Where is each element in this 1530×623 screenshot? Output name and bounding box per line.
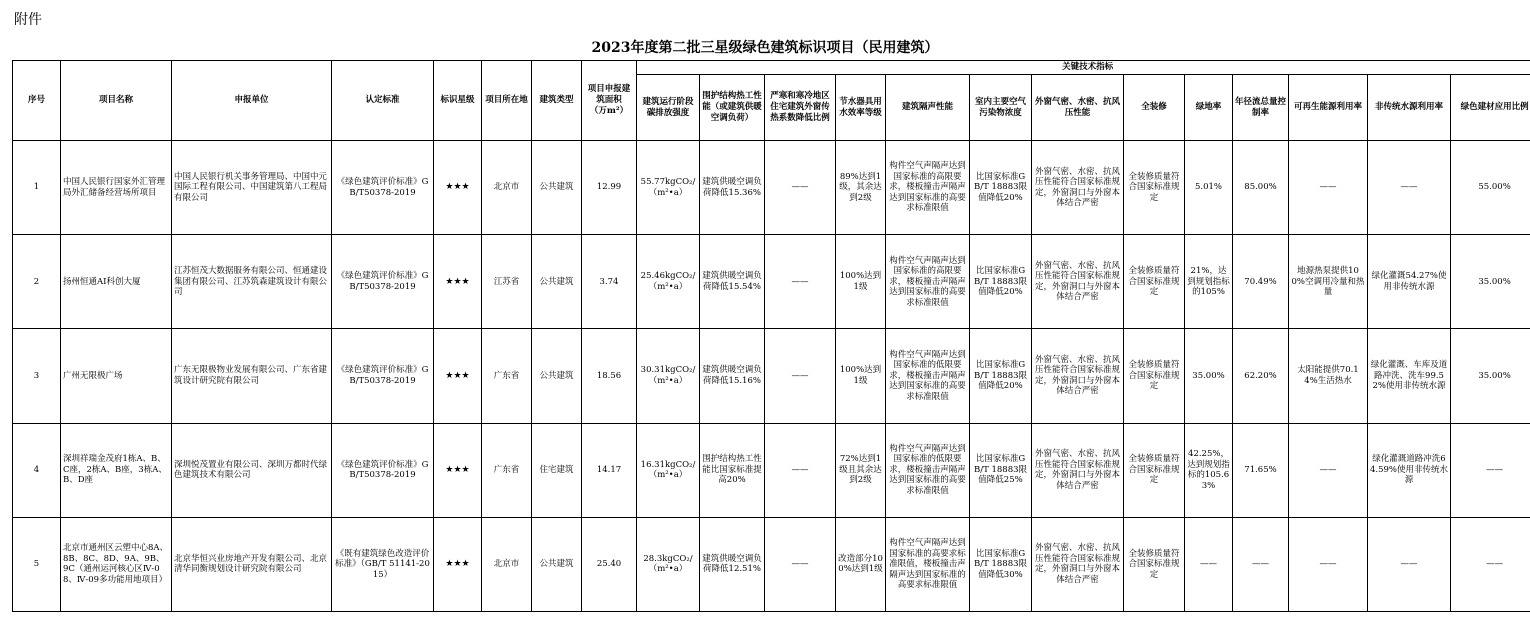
cell-stars: ★★★	[434, 141, 482, 235]
cell-applicant: 深圳悦茂置业有限公司、深圳万都时代绿色建筑技术有限公司	[172, 423, 332, 517]
cell-project-name: 中国人民银行国家外汇管理局外汇储备经营场所项目	[61, 141, 172, 235]
cell-acoustic: 构件空气声隔声达到国家标准的高限要求，楼板撞击声隔声达到国家标准的高要求标准限值	[886, 235, 970, 329]
cell-location: 广东省	[482, 423, 532, 517]
header-star-level: 标识星级	[434, 61, 482, 141]
header-area-unit: （万m²）	[589, 106, 629, 116]
cell-window-perf: 外窗气密、水密、抗风压性能符合国家标准规定，外窗洞口与外窗本体结合严密	[1032, 423, 1124, 517]
cell-full-decor: 全装修质量符合国家标准规定	[1124, 423, 1185, 517]
cell-green-material: 55.00%	[1451, 141, 1530, 235]
header-acoustic: 建筑隔声性能	[886, 75, 970, 141]
cell-stars: ★★★	[434, 423, 482, 517]
table-row	[13, 423, 1530, 517]
table-row	[13, 329, 1530, 423]
cell-project-name: 广州无限极广场	[61, 329, 172, 423]
header-location: 项目所在地	[482, 61, 532, 141]
header-nontraditional-water: 非传统水源利用率	[1368, 75, 1451, 141]
cell-seq: 2	[13, 235, 61, 329]
cell-applicant: 中国人民银行机关事务管理局、中国中元国际工程有限公司、中国建筑第八工程局有限公司	[172, 141, 332, 235]
cell-full-decor: 全装修质量符合国家标准规定	[1124, 517, 1185, 611]
cell-window-perf: 外窗气密、水密、抗风压性能符合国家标准规定，外窗洞口与外窗本体结合严密	[1032, 329, 1124, 423]
cell-window-perf: 外窗气密、水密、抗风压性能符合国家标准规定，外窗洞口与外窗本体结合严密	[1032, 141, 1124, 235]
cell-carbon: 25.46kgCO₂/（m²•a）	[637, 235, 700, 329]
header-standard: 认定标准	[332, 61, 434, 141]
cell-nontraditional-water: 绿化灌溉、车库及道路冲洗、洗车99.52%使用非传统水源	[1368, 329, 1451, 423]
header-seq: 序号	[13, 61, 61, 141]
cell-water-appliance: 改造部分100%达到1级	[836, 517, 886, 611]
cell-seq: 1	[13, 141, 61, 235]
header-water-appliance: 节水器具用水效率等级	[836, 75, 886, 141]
cell-applicant: 广东无限极物业发展有限公司、广东省建筑设计研究院有限公司	[172, 329, 332, 423]
cell-water-appliance: 72%达到1级且其余达到2级	[836, 423, 886, 517]
cell-cold-window: ——	[765, 517, 836, 611]
table-row	[13, 141, 1530, 235]
cell-acoustic: 构件空气声隔声达到国家标准的高限要求，楼板撞击声隔声达到国家标准的高要求标准限值	[886, 141, 970, 235]
cell-green-ratio: 42.25%，达到规划指标的105.63%	[1185, 423, 1233, 517]
cell-building-type: 住宅建筑	[532, 423, 582, 517]
cell-green-material: 35.00%	[1451, 329, 1530, 423]
cell-runoff: 70.49%	[1233, 235, 1289, 329]
table-row	[13, 517, 1530, 611]
cell-area: 12.99	[582, 141, 637, 235]
cell-stars: ★★★	[434, 235, 482, 329]
cell-water-appliance: 89%达到1级，其余达到2级	[836, 141, 886, 235]
cell-green-material: ——	[1451, 517, 1530, 611]
cell-building-type: 公共建筑	[532, 235, 582, 329]
cell-standard: 《绿色建筑评价标准》GB/T50378-2019	[332, 141, 434, 235]
header-runoff: 年径流总量控制率	[1233, 75, 1289, 141]
cell-seq: 5	[13, 517, 61, 611]
cell-green-material: 35.00%	[1451, 235, 1530, 329]
cell-green-ratio: 21%，达到规划指标的105%	[1185, 235, 1233, 329]
cell-building-type: 公共建筑	[532, 329, 582, 423]
cell-acoustic: 构件空气声隔声达到国家标准的高要求标准限值，楼板撞击声隔声达到国家标准的高要求标准限值	[886, 517, 970, 611]
header-carbon: 建筑运行阶段碳排放强度	[637, 75, 700, 141]
cell-acoustic: 构件空气声隔声达到国家标准的低限要求，楼板撞击声隔声达到国家标准的高要求标准限值	[886, 423, 970, 517]
header-window-perf: 外窗气密、水密、抗风压性能	[1032, 75, 1124, 141]
cell-envelope: 建筑供暖空调负荷降低12.51%	[700, 517, 765, 611]
header-cold-window: 严寒和寒冷地区住宅建筑外窗传热系数降低比例	[765, 75, 836, 141]
cell-full-decor: 全装修质量符合国家标准规定	[1124, 329, 1185, 423]
cell-envelope: 围护结构热工性能比国家标准提高20%	[700, 423, 765, 517]
cell-project-name: 扬州恒通AI科创大厦	[61, 235, 172, 329]
header-area	[582, 61, 637, 141]
cell-indoor-air: 比国家标准GB/T 18883限值降低30%	[970, 517, 1032, 611]
cell-area: 3.74	[582, 235, 637, 329]
header-project-name: 项目名称	[61, 61, 172, 141]
cell-standard: 《绿色建筑评价标准》GB/T50378-2019	[332, 423, 434, 517]
cell-window-perf: 外窗气密、水密、抗风压性能符合国家标准规定，外窗洞口与外窗本体结合严密	[1032, 235, 1124, 329]
cell-runoff: 85.00%	[1233, 141, 1289, 235]
cell-location: 北京市	[482, 141, 532, 235]
cell-stars: ★★★	[434, 517, 482, 611]
cell-runoff: 71.65%	[1233, 423, 1289, 517]
cell-standard: 《绿色建筑评价标准》GB/T50378-2019	[332, 329, 434, 423]
document-title: 2023年度第二批三星级绿色建筑标识项目（民用建筑）	[591, 40, 939, 56]
cell-renewable: ——	[1289, 141, 1368, 235]
cell-nontraditional-water: ——	[1368, 141, 1451, 235]
cell-green-ratio: 35.00%	[1185, 329, 1233, 423]
cell-project-name: 北京市通州区云塑中心8A、8B、8C、8D、9A、9B、9C（通州运河核心区Ⅳ-08、Ⅳ-09多功能用地项目）	[61, 517, 172, 611]
cell-green-ratio: ——	[1185, 517, 1233, 611]
cell-acoustic: 构件空气声隔声达到国家标准的低限要求，楼板撞击声隔声达到国家标准的高要求标准限值	[886, 329, 970, 423]
cell-cold-window: ——	[765, 423, 836, 517]
cell-envelope: 建筑供暖空调负荷降低15.36%	[700, 141, 765, 235]
projects-table	[12, 60, 1530, 612]
header-green-material: 绿色建材应用比例	[1451, 75, 1530, 141]
cell-indoor-air: 比国家标准GB/T 18883限值降低20%	[970, 329, 1032, 423]
cell-standard: 《绿色建筑评价标准》GB/T50378-2019	[332, 235, 434, 329]
cell-envelope: 建筑供暖空调负荷降低15.16%	[700, 329, 765, 423]
cell-renewable: ——	[1289, 517, 1368, 611]
header-green-ratio: 绿地率	[1185, 75, 1233, 141]
cell-nontraditional-water: ——	[1368, 517, 1451, 611]
cell-applicant: 江苏恒茂大数据服务有限公司、恒通建设集团有限公司、江苏筑森建筑设计有限公司	[172, 235, 332, 329]
header-renewable: 可再生能源利用率	[1289, 75, 1368, 141]
header-key-indicators: 关键技术指标	[637, 61, 1530, 75]
header-building-type: 建筑类型	[532, 61, 582, 141]
cell-full-decor: 全装修质量符合国家标准规定	[1124, 235, 1185, 329]
cell-cold-window: ——	[765, 235, 836, 329]
header-applicant: 申报单位	[172, 61, 332, 141]
cell-location: 广东省	[482, 329, 532, 423]
cell-carbon: 28.3kgCO₂/（m²•a）	[637, 517, 700, 611]
cell-carbon: 16.31kgCO₂/（m²•a）	[637, 423, 700, 517]
cell-applicant: 北京华恒兴业房地产开发有限公司、北京清华同衡规划设计研究院有限公司	[172, 517, 332, 611]
cell-runoff: 62.20%	[1233, 329, 1289, 423]
cell-renewable: 地源热泵提供100%空调用冷量和热量	[1289, 235, 1368, 329]
cell-water-appliance: 100%达到1级	[836, 329, 886, 423]
cell-nontraditional-water: 绿化灌溉54.27%使用非传统水源	[1368, 235, 1451, 329]
header-indoor-air: 室内主要空气污染物浓度	[970, 75, 1032, 141]
cell-indoor-air: 比国家标准GB/T 18883限值降低25%	[970, 423, 1032, 517]
cell-renewable: ——	[1289, 423, 1368, 517]
cell-location: 北京市	[482, 517, 532, 611]
cell-location: 江苏省	[482, 235, 532, 329]
cell-carbon: 55.77kgCO₂/（m²•a）	[637, 141, 700, 235]
cell-indoor-air: 比国家标准GB/T 18883限值降低20%	[970, 141, 1032, 235]
cell-project-name: 深圳祥瑞金茂府1栋A、B、C座，2栋A、B座，3栋A、B、D座	[61, 423, 172, 517]
cell-building-type: 公共建筑	[532, 141, 582, 235]
attachment-label: 附件	[14, 12, 42, 28]
cell-area: 18.56	[582, 329, 637, 423]
cell-cold-window: ——	[765, 141, 836, 235]
cell-indoor-air: 比国家标准GB/T 18883限值降低20%	[970, 235, 1032, 329]
cell-area: 14.17	[582, 423, 637, 517]
cell-green-ratio: 5.01%	[1185, 141, 1233, 235]
cell-water-appliance: 100%达到1级	[836, 235, 886, 329]
cell-standard: 《既有建筑绿色改造评价标准》（GB/T 51141-2015）	[332, 517, 434, 611]
cell-building-type: 公共建筑	[532, 517, 582, 611]
cell-stars: ★★★	[434, 329, 482, 423]
cell-green-material: ——	[1451, 423, 1530, 517]
cell-nontraditional-water: 绿化灌溉道路冲洗64.59%使用非传统水源	[1368, 423, 1451, 517]
header-area-label: 项目申报建筑面积	[587, 84, 631, 105]
header-full-decor: 全装修	[1124, 75, 1185, 141]
cell-seq: 4	[13, 423, 61, 517]
cell-area: 25.40	[582, 517, 637, 611]
cell-renewable: 太阳能提供70.14%生活热水	[1289, 329, 1368, 423]
cell-cold-window: ——	[765, 329, 836, 423]
table-row	[13, 235, 1530, 329]
cell-full-decor: 全装修质量符合国家标准规定	[1124, 141, 1185, 235]
cell-envelope: 建筑供暖空调负荷降低15.54%	[700, 235, 765, 329]
cell-runoff: ——	[1233, 517, 1289, 611]
cell-seq: 3	[13, 329, 61, 423]
header-envelope: 围护结构热工性能（或建筑供暖空调负荷）	[700, 75, 765, 141]
cell-carbon: 30.31kgCO₂/（m²•a）	[637, 329, 700, 423]
cell-window-perf: 外窗气密、水密、抗风压性能符合国家标准规定，外窗洞口与外窗本体结合严密	[1032, 517, 1124, 611]
